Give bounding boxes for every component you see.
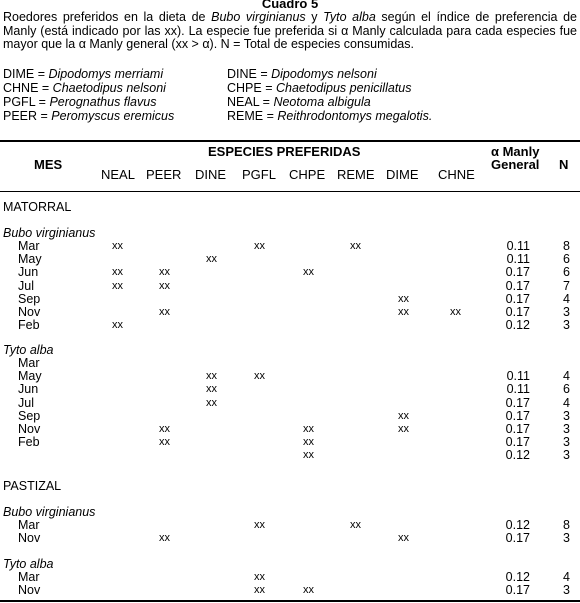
alpha-value: 0.11 [506, 369, 530, 384]
group-label: Bubo virginianus [3, 505, 96, 519]
header-alpha-line1: α Manly [491, 144, 540, 159]
n-value: 6 [563, 265, 570, 280]
n-value: 3 [563, 435, 570, 450]
abbreviation-name: Chaetodipus penicillatus [275, 81, 412, 95]
preference-mark: xx [112, 240, 123, 252]
alpha-value: 0.11 [506, 239, 530, 253]
alpha-value: 0.17 [505, 278, 530, 293]
n-value: 7 [563, 278, 570, 293]
preference-mark: xx [398, 409, 409, 422]
abbreviation-code: NEAL = [227, 95, 274, 109]
n-value: 3 [563, 318, 570, 333]
alpha-value: 0.17 [505, 395, 530, 410]
month-cell: Jun [18, 265, 39, 280]
n-value: 3 [563, 305, 570, 319]
alpha-value: 0.12 [505, 448, 530, 463]
caption-text-3: según el índice de preferencia de Manly (está indicado por las xx). La especie fue preferida si α Manly calculada para cada especies fue mayor que la α Manly general (xx > α). N = Total de especies consumidas. [3, 10, 577, 51]
preference-mark: xx [159, 306, 170, 318]
caption-text-2: y [305, 10, 324, 24]
preference-mark: xx [206, 370, 217, 383]
month-cell: Mar [18, 518, 40, 532]
n-value: 3 [563, 408, 570, 423]
preference-mark: xx [159, 423, 170, 435]
abbreviation-code: PEER = [3, 109, 52, 123]
preference-mark: xx [398, 292, 409, 305]
abbreviation-code: DIME = [3, 67, 49, 81]
month-cell: Feb [18, 435, 40, 450]
header-alpha-line2: General [491, 157, 540, 172]
caption-text-1: Roedores preferidos en la dieta de [3, 10, 212, 24]
month-cell: Mar [18, 356, 40, 370]
month-cell: Jun [18, 382, 39, 397]
alpha-value: 0.17 [505, 291, 530, 306]
abbreviation-name: Dipodomys merriami [48, 67, 164, 81]
n-value: 3 [563, 448, 570, 463]
abbreviation-item [3, 82, 166, 96]
month-cell: Jul [18, 395, 34, 410]
alpha-value: 0.17 [505, 305, 530, 319]
month-cell: May [18, 369, 42, 384]
month-cell: Mar [18, 570, 40, 584]
preference-mark: xx [112, 266, 123, 279]
species-column-header: DINE [195, 167, 227, 182]
caption-species-bubo: Bubo virginianus [211, 10, 306, 24]
preference-mark: xx [398, 423, 409, 435]
abbreviation-code: PGFL = [3, 95, 50, 109]
month-cell: Jul [18, 278, 34, 293]
preference-mark: xx [206, 383, 217, 396]
n-value: 8 [563, 518, 570, 532]
alpha-value: 0.12 [505, 318, 530, 333]
table-header-rule [0, 191, 580, 192]
preference-mark: xx [254, 571, 265, 583]
alpha-value: 0.17 [505, 265, 530, 280]
preference-mark: xx [303, 436, 314, 449]
n-value: 3 [563, 531, 570, 546]
preference-mark: xx [350, 240, 361, 252]
group-label: Bubo virginianus [3, 226, 96, 240]
group-label: Tyto alba [3, 557, 54, 571]
species-column-header: CHPE [289, 167, 326, 182]
abbreviation-item [227, 96, 371, 110]
alpha-value: 0.17 [505, 583, 530, 598]
caption-species-tyto: Tyto alba [323, 10, 376, 24]
alpha-value: 0.12 [505, 570, 530, 584]
preference-mark: xx [159, 532, 170, 545]
species-column-header: PEER [146, 167, 182, 182]
month-cell: Sep [18, 291, 41, 306]
preference-mark: xx [303, 449, 314, 462]
n-value: 6 [563, 252, 570, 267]
preference-mark: xx [350, 519, 361, 531]
n-value: 4 [563, 291, 570, 306]
alpha-value: 0.12 [505, 518, 530, 532]
month-cell: Nov [18, 583, 41, 598]
table-top-rule [0, 140, 580, 142]
header-especies: ESPECIES PREFERIDAS [208, 144, 361, 159]
preference-mark: xx [254, 370, 265, 383]
table-title: Cuadro 5 [261, 0, 319, 11]
species-column-header: REME [337, 167, 375, 182]
header-mes: MES [34, 157, 63, 172]
alpha-value: 0.11 [506, 382, 530, 397]
abbreviation-code: CHPE = [227, 81, 276, 95]
abbreviation-item [227, 82, 412, 96]
abbreviation-item [3, 96, 156, 110]
month-cell: Nov [18, 531, 41, 546]
abbreviation-item [227, 110, 432, 124]
preference-mark: xx [450, 306, 461, 318]
n-value: 4 [563, 570, 570, 584]
preference-mark: xx [206, 396, 217, 409]
month-cell: Feb [18, 318, 40, 333]
alpha-value: 0.17 [505, 422, 530, 436]
n-value: 3 [563, 422, 570, 436]
abbreviation-name: Dipodomys nelsoni [271, 67, 377, 81]
species-column-header: DIME [386, 167, 419, 182]
group-label: Tyto alba [3, 343, 54, 357]
preference-mark: xx [303, 266, 314, 279]
preference-mark: xx [398, 532, 409, 545]
abbreviation-item [227, 68, 377, 82]
abbreviation-name: Peromyscus eremicus [51, 109, 175, 123]
abbreviation-code: DINE = [227, 67, 272, 81]
n-value: 4 [563, 395, 570, 410]
abbreviation-code: CHNE = [3, 81, 53, 95]
alpha-value: 0.17 [505, 435, 530, 450]
abbreviation-item [3, 68, 163, 82]
alpha-value: 0.17 [505, 531, 530, 546]
n-value: 6 [563, 382, 570, 397]
table-bottom-rule [0, 600, 580, 602]
preference-mark: xx [206, 253, 217, 266]
month-cell: May [18, 252, 42, 267]
month-cell: Sep [18, 408, 41, 423]
preference-mark: xx [254, 240, 265, 252]
section-label: PASTIZAL [3, 479, 62, 493]
month-cell: Mar [18, 239, 40, 253]
preference-mark: xx [159, 279, 170, 292]
preference-mark: xx [159, 266, 170, 279]
abbreviation-name: Neotoma albigula [273, 95, 371, 109]
species-column-header: PGFL [242, 167, 276, 182]
preference-mark: xx [254, 584, 265, 597]
preference-mark: xx [112, 319, 123, 332]
month-cell: Nov [18, 422, 41, 436]
n-value: 8 [563, 239, 570, 253]
preference-mark: xx [159, 436, 170, 449]
preference-mark: xx [254, 519, 265, 531]
header-n: N [559, 157, 569, 172]
month-cell: Nov [18, 305, 41, 319]
n-value: 4 [563, 369, 570, 384]
preference-mark: xx [303, 423, 314, 435]
table-caption [3, 11, 577, 52]
preference-mark: xx [303, 584, 314, 597]
species-column-header: NEAL [101, 167, 135, 182]
abbreviation-item [3, 110, 174, 124]
preference-mark: xx [112, 279, 123, 292]
alpha-value: 0.11 [506, 252, 530, 267]
alpha-value: 0.17 [505, 408, 530, 423]
species-column-header: CHNE [438, 167, 475, 182]
abbreviation-name: Reithrodontomys megalotis. [277, 109, 433, 123]
abbreviation-name: Perognathus flavus [49, 95, 157, 109]
abbreviation-name: Chaetodipus nelsoni [52, 81, 166, 95]
abbreviation-code: REME = [227, 109, 278, 123]
preference-mark: xx [398, 306, 409, 318]
section-label: MATORRAL [3, 200, 72, 214]
n-value: 3 [563, 583, 570, 598]
